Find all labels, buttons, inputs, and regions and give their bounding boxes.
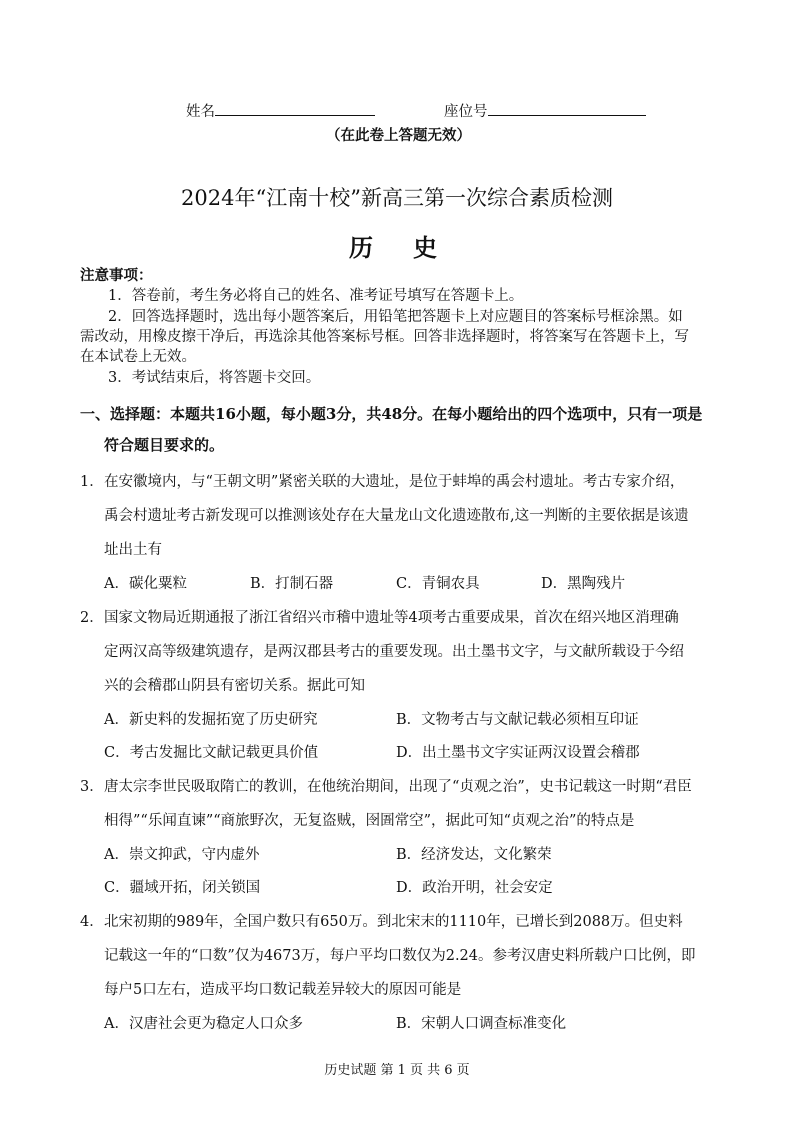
section-heading-line-2: 符合题目要求的。 xyxy=(104,436,225,454)
notice-item-3: 3．考试结束后，将答题卡交回。 xyxy=(108,370,321,386)
question-line: 在安徽境内，与“王朝文明”紧密关联的大遗址，是位于蚌埠的禹会村遗址。考古专家介绍， xyxy=(104,474,685,490)
question-line: 兴的会稽郡山阴县有密切关系。据此可知 xyxy=(104,678,365,694)
option-d: D．政治开明，社会安定 xyxy=(396,880,553,896)
question-line: 北宋初期的989年，全国户数只有650万。到北宋末的1110年，已增长到2088万。但史料 xyxy=(104,914,683,930)
option-b: B．文物考古与文献记载必须相互印证 xyxy=(396,712,639,728)
exam-title: 2024年“江南十校”新高三第一次综合素质检测 xyxy=(181,186,613,210)
name-label: 姓名 xyxy=(186,104,215,120)
seat-label: 座位号 xyxy=(444,104,488,120)
notice-heading: 注意事项： xyxy=(80,267,153,284)
subject-title: 历 史 xyxy=(349,233,445,262)
notice-item-2-line-2: 需改动，用橡皮擦干净后，再选涂其他答案标号框。回答非选择题时，将答案写在答题卡上，写 xyxy=(80,329,689,345)
seat-label-row xyxy=(444,100,646,121)
option-b: B．宋朝人口调查标准变化 xyxy=(396,1016,567,1032)
name-label-row xyxy=(186,100,375,121)
question-line: 国家文物局近期通报了浙江省绍兴市稽中遗址等4项考古重要成果，首次在绍兴地区消理确 xyxy=(104,610,679,626)
question-line: 记载这一年的“口数”仅为4673万，每户平均口数仅为2.24。参考汉唐史料所载户口比例，即 xyxy=(104,948,696,964)
question-line: 每户5口左右，造成平均口数记载差异较大的原因可能是 xyxy=(104,982,462,998)
option-c: C．疆域开拓，闭关锁国 xyxy=(104,880,261,896)
question-line: 址出土有 xyxy=(104,542,162,558)
page-footer: 历史试题 第 1 页 共 6 页 xyxy=(324,1063,470,1078)
option-a: A．新史料的发掘拓宽了历史研究 xyxy=(104,712,318,728)
option-d: D．出土墨书文字实证两汉设置会稽郡 xyxy=(396,745,640,761)
option-b: B．经济发达，文化繁荣 xyxy=(396,847,552,863)
question-line: 唐太宗李世民吸取隋亡的教训，在他统治期间，出现了“贞观之治”，史书记载这一时期“君臣 xyxy=(104,779,692,795)
question-line: 相得”“乐闻直谏”“商旅野次，无复盗贼，囹圄常空”，据此可知“贞观之治”的特点是 xyxy=(104,813,635,829)
option-a: A．崇文抑武，守内虚外 xyxy=(104,847,260,863)
header-note: （在此卷上答题无效） xyxy=(326,127,471,144)
option-d: D．黑陶残片 xyxy=(541,576,626,592)
notice-item-2-line-3: 在本试卷上无效。 xyxy=(80,349,196,365)
notice-item-2-line-1: 2．回答选择题时，选出每小题答案后，用铅笔把答题卡上对应题目的答案标号框涂黑。如 xyxy=(108,309,683,325)
option-b: B．打制石器 xyxy=(250,576,334,592)
section-heading-line-1: 一、选择题：本题共16小题，每小题3分，共48分。在每小题给出的四个选项中，只有一项是 xyxy=(80,405,703,423)
seat-blank xyxy=(488,101,646,116)
option-c: C．考古发掘比文献记载更具价值 xyxy=(104,745,319,761)
question-line: 禹会村遗址考古新发现可以推测该处存在大量龙山文化遗迹散布,这一判断的主要依据是该遗 xyxy=(104,508,689,524)
question-number: 2． xyxy=(80,610,104,626)
notice-item-1: 1．答卷前，考生务必将自己的姓名、准考证号填写在答题卡上。 xyxy=(108,288,524,304)
question-number: 3． xyxy=(80,779,104,795)
option-c: C．青铜农具 xyxy=(396,576,480,592)
question-line: 定两汉高等级建筑遗存，是两汉郡县考古的重要发现。出土墨书文字，与文献所载设于今绍 xyxy=(104,644,684,660)
question-number: 1． xyxy=(80,474,104,490)
name-blank xyxy=(215,101,375,116)
question-number: 4． xyxy=(80,914,104,930)
option-a: A．汉唐社会更为稳定人口众多 xyxy=(104,1016,303,1032)
option-a: A．碳化粟粒 xyxy=(104,576,187,592)
